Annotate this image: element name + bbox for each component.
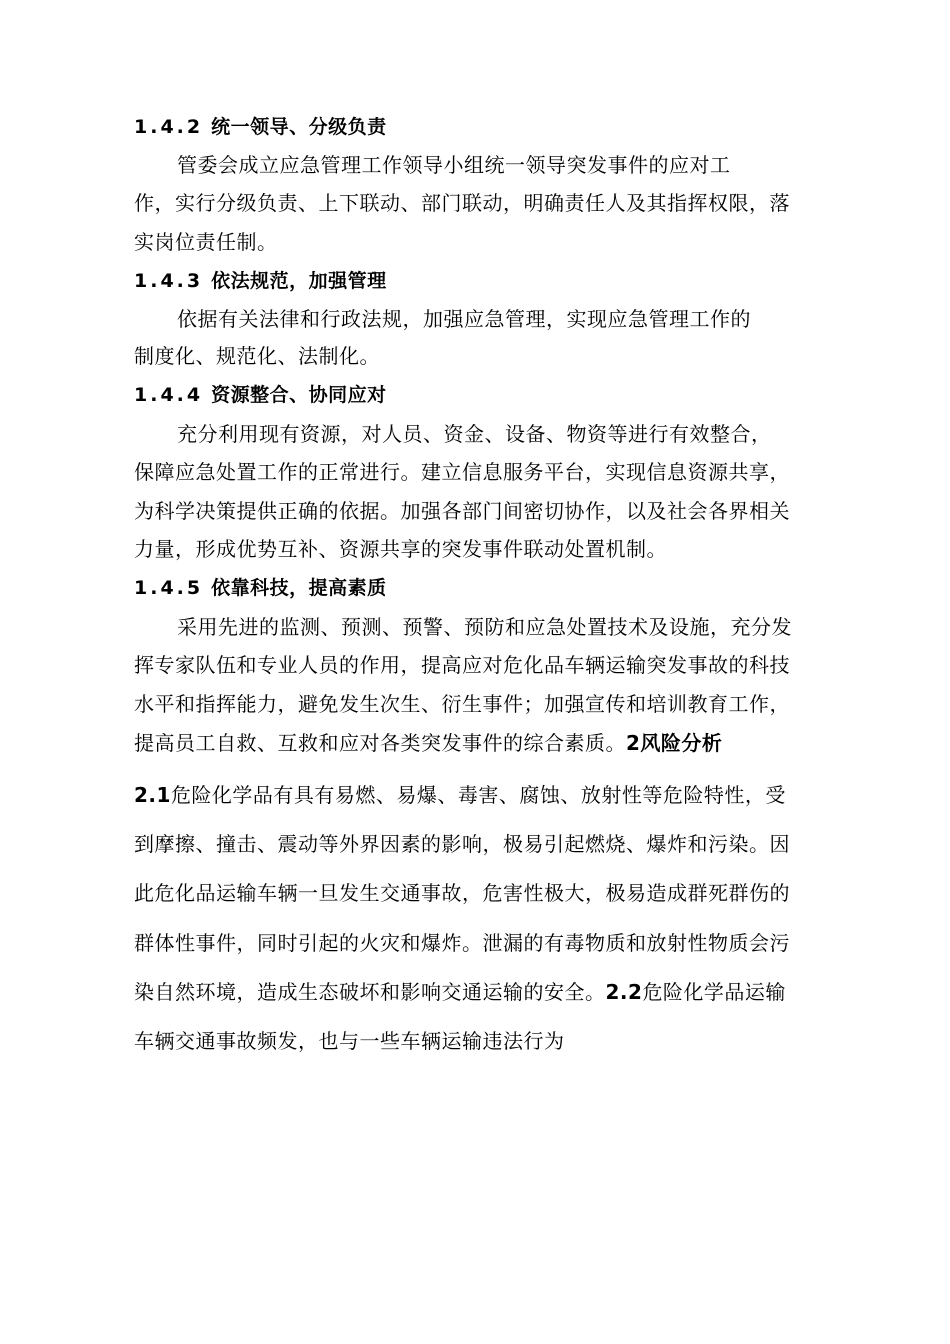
paragraph-line [134,729,722,757]
paragraph-text: 危险化学品运输 [642,980,786,1004]
section-number: 1.4.5 [134,577,204,599]
paragraph-text: 染自然环境，造成生态破坏和影响交通运输的安全。 [134,980,606,1004]
paragraph-line: 水平和指挥能力，避免发生次生、衍生事件；加强宣传和培训教育工作， [134,692,790,716]
paragraph-line: 挥专家队伍和专业人员的作用，提高应对危化品车辆运输突发事故的科技 [134,653,790,677]
section-title: 资源整合、协同应对 [211,384,387,406]
paragraph-line: 采用先进的监测、预测、预警、预防和应急处置技术及设施，充分发 [177,615,792,639]
section-heading-2: 2风险分析 [626,731,723,755]
paragraph-line: 车辆交通事故频发，也与一些车辆运输违法行为 [134,1029,565,1053]
section-heading-1-4-4 [134,381,387,409]
section-title: 统一领导、分级负责 [211,116,387,138]
section-number: 1.4.4 [134,384,204,406]
section-number-2-1: 2.1 [134,783,171,807]
paragraph-line: 此危化品运输车辆一旦发生交通事故，危害性极大，极易造成群死群伤的 [134,881,790,905]
paragraph-line: 管委会成立应急管理工作领导小组统一领导突发事件的应对工 [177,153,731,177]
section-heading-1-4-5 [134,574,387,602]
paragraph-line: 实岗位责任制。 [134,230,278,254]
section-title: 依法规范，加强管理 [211,270,387,292]
paragraph-text: 提高员工自救、互救和应对各类突发事件的综合素质。 [134,731,626,755]
paragraph-line [134,978,786,1006]
section-number-2-2: 2.2 [605,980,643,1004]
paragraph-line: 群体性事件，同时引起的火灾和爆炸。泄漏的有毒物质和放射性物质会污 [134,931,790,955]
section-heading-1-4-3 [134,267,387,295]
section-heading-1-4-2 [134,113,387,141]
paragraph-line: 依据有关法律和行政法规，加强应急管理，实现应急管理工作的 [177,307,751,331]
paragraph-line: 保障应急处置工作的正常进行。建立信息服务平台，实现信息资源共享， [134,460,790,484]
section-number: 1.4.3 [134,270,204,292]
paragraph-line: 力量，形成优势互补、资源共享的突发事件联动处置机制。 [134,537,667,561]
paragraph-line: 为科学决策提供正确的依据。加强各部门间密切协作，以及社会各界相关 [134,499,790,523]
paragraph-line: 作，实行分级负责、上下联动、部门联动，明确责任人及其指挥权限，落 [134,191,790,215]
paragraph-line: 制度化、规范化、法制化。 [134,344,380,368]
paragraph-text: 危险化学品有具有易燃、易爆、毒害、腐蚀、放射性等危险特性，受 [170,783,786,807]
paragraph-line: 充分利用现有资源，对人员、资金、设备、物资等进行有效整合， [177,422,772,446]
paragraph-line [134,781,786,809]
section-title: 依靠科技，提高素质 [211,577,387,599]
paragraph-line: 到摩擦、撞击、震动等外界因素的影响，极易引起燃烧、爆炸和污染。因 [134,832,790,856]
section-number: 1.4.2 [134,116,204,138]
